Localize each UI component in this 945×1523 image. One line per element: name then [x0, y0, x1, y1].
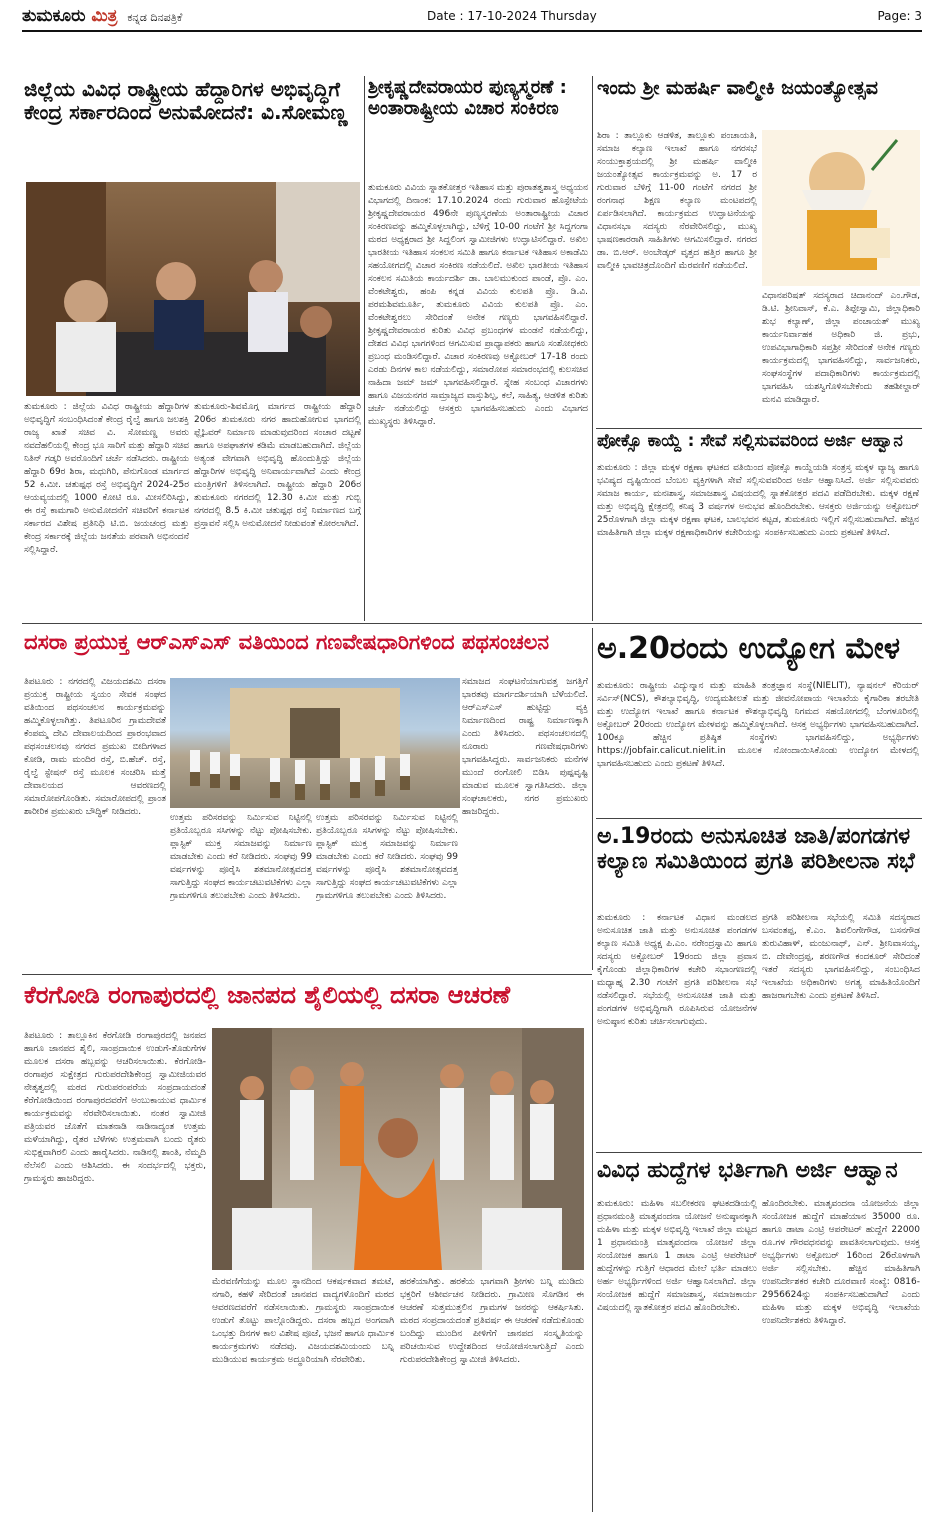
section-divider — [596, 818, 922, 819]
article-body-folk-col1: ತಿಪಟೂರು : ತಾಲ್ಲೂಕಿನ ಕೆರಗೋಡಿ ರಂಗಾಪುರದಲ್ಲಿ ಜನಪದ ಹಾಗೂ ಜಾನಪದ ಶೈಲಿ, ಸಾಂಪ್ರದಾಯಿಕ ಉಡುಗೆ-ತೊಡುಗೆಗಳ ಮೂಲಕ ದಸರಾ ಹಬ್ಬವನ್ನು ಆಚರಿಸಲಾಯಿತು. ಕೆರಗೋಡಿ-ರಂಗಾಪುರ ಸುಕ್ಷೇತ್ರದ ಗುರುಪರದೇಶಿಕೇಂದ್ರ ಸ್ವಾಮೀಜಿಯವರ ನೇತೃತ್ವದಲ್ಲಿ ಮಠದ ಗುರುಪರಂಪರೆಯ ಸಂಪ್ರದಾಯದಂತೆ ಕೆರೆಗೋಡಿಯಿಂದ ರಂಗಾಪುರದವರೆಗೆ ಅಂಬುಕಾಯುವ ಧಾರ್ಮಿಕ ಕಾರ್ಯಕ್ರಮವನ್ನು ನೆರವೇರಿಸಲಾಯಿತು. ನಂತರ ಸ್ವಾಮೀಜಿ ಪತ್ರಿಯವರ ಜೊತೆಗೆ ಮಾತನಾಡಿ ನಾಡಿನಾದ್ಯಂತ ಉತ್ತಮ ಮಳೆಯಾಗಿದ್ದು, ರೈತರ ಬೆಳೆಗಳು ಉತ್ತಮವಾಗಿ ಬಂದು ರೈತರು ಸುಭಿಕ್ಷವಾಗಿರಲಿ ಎಂದು ಹಾರೈಸಿದರು. ನಾಡಿನಲ್ಲಿ ಶಾಂತಿ, ನೆಮ್ಮದಿ ನೆಲೆಸಲಿ ಎಂದು ಆಶಿಸಿದರು. ಈ ಸಂದರ್ಭದಲ್ಲಿ ಭಕ್ತರು, ಗ್ರಾಮಸ್ಥರು ಹಾಜರಿದ್ದರು. — [24, 1031, 206, 1184]
article-body-sc-st-col2: ಪ್ರಗತಿ ಪರಿಶೀಲನಾ ಸಭೆಯಲ್ಲಿ ಸಮಿತಿ ಸದಸ್ಯರಾದ ಬಸವಂತಪ್ಪ, ಕೆ.ಎಂ. ಶಿವಲಿಂಗೇಗೌಡ, ಬಸನಗೌಡ ತುರುವಿಹಾಳ್, ಮಂಜುನಾಥ್, ಎನ್. ಶ್ರೀನಿವಾಸಯ್ಯ, ಬಿ. ದೇವೇಂದ್ರಪ್ಪ, ಶರಣಗೌಡ ಕಂದಕೂರ್ ಸೇರಿದಂತೆ ಇತರೆ ಸದಸ್ಯರು ಭಾಗವಹಿಸಲಿದ್ದು, ಸಂಬಂಧಿಸಿದ ಇಲಾಖೆಯ ಅಧಿಕಾರಿಗಳು ಅಗತ್ಯ ಮಾಹಿತಿಯೊಂದಿಗೆ ಹಾಜರಾಗಬೇಕು ಎಂದು ಪ್ರಕಟಣೆ ತಿಳಿಸಿದೆ. — [762, 913, 920, 1001]
column-divider — [592, 628, 593, 970]
column-divider — [592, 76, 593, 621]
meeting-photo-illustration — [26, 182, 360, 396]
photo-meeting — [26, 182, 360, 396]
masthead — [22, 4, 922, 30]
column-divider — [364, 76, 365, 621]
newspaper-brand — [22, 6, 182, 26]
article-body-highways-col2: ತುಮಕೂರು-ಶಿವಮೊಗ್ಗ ಮಾರ್ಗದ ರಾಷ್ಟ್ರೀಯ ಹೆದ್ದಾರಿ 206ರ ತುಮಕೂರು ನಗರ ಹಾದುಹೋಗುವ ಭಾಗದಲ್ಲಿ ಫ್ಲೈಓವರ್ ನಿರ್ಮಾಣ ಮಾಡುವುದರಿಂದ ಸಂಚಾರ ದಟ್ಟಣೆ ಹಾಗೂ ಅಪಘಾತಗಳ ಕಡಿಮೆ ಮಾಡಬಹುದಾಗಿದೆ. ಜಿಲ್ಲೆಯ ಅತ್ಯಂತ ವೇಗವಾಗಿ ಅಭಿವೃದ್ಧಿ ಹೊಂದುತ್ತಿದ್ದು ಜಿಲ್ಲೆಯ ಹೆದ್ದಾರಿಗಳ ಅಭಿವೃದ್ಧಿ ಅನಿವಾರ್ಯವಾಗಿದೆ ಎಂದು ಕೇಂದ್ರ ಮಂತ್ರಿಗಳಿಗೆ ತಿಳಿಸಲಾಗಿದೆ. ರಾಷ್ಟ್ರೀಯ ಹೆದ್ದಾರಿ 206ರ ತುಮಕೂರು ನಗರದಲ್ಲಿ 12.30 ಕಿ.ಮೀ ಮತ್ತು ಗುಬ್ಬಿ ನಗರದಲ್ಲಿ 8.5 ಕಿ.ಮೀ ಚತುಷ್ಪಥ ರಸ್ತೆ ನಿರ್ಮಾಣದ ಬಗ್ಗೆ ಪ್ರಸ್ತಾವನೆ ಸಲ್ಲಿಸಿ ಅನುಮೋದನೆ ನೀಡುವಂತೆ ಕೋರಲಾಗಿದೆ. — [194, 402, 361, 529]
article-body-job-fair: ತುಮಕೂರು: ರಾಷ್ಟ್ರೀಯ ವಿದ್ಯುನ್ಮಾನ ಮತ್ತು ಮಾಹಿತಿ ತಂತ್ರಜ್ಞಾನ ಸಂಸ್ಥೆ(NIELIT), ನ್ಯಾಷನಲ್ ಕೆರಿಯರ್ ಸರ್ವಿಸ್(NCS), ಕೌಶಲ್ಯಾಭಿವೃದ್ಧಿ, ಉದ್ಯಮಶೀಲತೆ ಮತ್ತು ಜೀವನೋಪಾಯ ಇಲಾಖೆಯ ಕೈಗಾರಿಕಾ ತರಬೇತಿ ಮತ್ತು ಉದ್ಯೋಗ ಇಲಾಖೆ ಹಾಗೂ ಕರ್ನಾಟಕ ಕೌಶಲ್ಯಾಭಿವೃದ್ಧಿ ನಿಗಮದ ಸಹಯೋಗದಲ್ಲಿ ಬೆಂಗಳೂರಿನಲ್ಲಿ ಅಕ್ಟೋಬರ್ 20ರಂದು ಉದ್ಯೋಗ ಮೇಳವನ್ನು ಹಮ್ಮಿಕೊಳ್ಳಲಾಗಿದೆ. ಆಸಕ್ತ ಅಭ್ಯರ್ಥಿಗಳು ಭಾಗವಹಿಸಬಹುದಾಗಿದೆ. 100ಕ್ಕೂ ಹೆಚ್ಚಿನ ಪ್ರತಿಷ್ಠಿತ ಸಂಸ್ಥೆಗಳು ಭಾಗವಹಿಸಲಿದ್ದು, ಅಭ್ಯರ್ಥಿಗಳು https://jobfair.calicut.nielit.in ಮೂಲಕ ನೋಂದಾಯಿಸಿಕೊಂಡು ಉದ್ಯೋಗ ಮೇಳದಲ್ಲಿ ಭಾಗವಹಿಸಬಹುದು ಎಂದು ಪ್ರಕಟಣೆ ತಿಳಿಸಿದೆ. — [597, 681, 919, 769]
masthead-rule — [22, 30, 922, 32]
swamiji-group-photo-illustration — [212, 1028, 584, 1270]
page-number: Page: 3 — [877, 9, 922, 23]
article-body-pocso: ತುಮಕೂರು : ಜಿಲ್ಲಾ ಮಕ್ಕಳ ರಕ್ಷಣಾ ಘಟಕದ ವತಿಯಿಂದ ಪೋಕ್ಸೊ ಕಾಯ್ದೆಯಡಿ ಸಂತ್ರಸ್ತ ಮಕ್ಕಳ ವ್ಯಾಜ್ಯ ಹಾಗೂ ಭವಿಷ್ಯದ ದೃಷ್ಟಿಯಿಂದ ಬೆಂಬಲ ವ್ಯಕ್ತಿಗಳಾಗಿ ಸೇವೆ ಸಲ್ಲಿಸುವವರಿಂದ ಅರ್ಜಿ ಆಹ್ವಾನಿಸಿದೆ. ಅರ್ಜಿ ಸಲ್ಲಿಸುವವರು ಸಮಾಜ ಕಾರ್ಯ, ಮನಃಶಾಸ್ತ್ರ, ಸಮಾಜಶಾಸ್ತ್ರ ವಿಷಯದಲ್ಲಿ ಸ್ನಾತಕೋತ್ತರ ಪದವಿ ಪಡೆದಿರಬೇಕು. ಮಕ್ಕಳ ರಕ್ಷಣೆ ಮತ್ತು ಅಭಿವೃದ್ಧಿ ಕ್ಷೇತ್ರದಲ್ಲಿ ಕನಿಷ್ಠ 3 ವರ್ಷಗಳ ಅನುಭವ ಹೊಂದಿರಬೇಕು. ಆಸಕ್ತರು ಅರ್ಜಿಯನ್ನು ಅಕ್ಟೋಬರ್ 25ರೊಳಗಾಗಿ ಜಿಲ್ಲಾ ಮಕ್ಕಳ ರಕ್ಷಣಾ ಘಟಕ, ಬಾಲಭವನ ಕಟ್ಟಡ, ತುಮಕೂರು ಇಲ್ಲಿಗೆ ಸಲ್ಲಿಸಬಹುದಾಗಿದೆ. ಹೆಚ್ಚಿನ ಮಾಹಿತಿಗಾಗಿ ಜಿಲ್ಲಾ ಮಕ್ಕಳ ರಕ್ಷಣಾಧಿಕಾರಿಗಳ ಕಚೇರಿಯನ್ನು ಸಂಪರ್ಕಿಸಬಹುದು ಎಂದು ಪ್ರಕಟಣೆ ತಿಳಿಸಿದೆ. — [597, 463, 919, 538]
article-headline-sc-st-meeting: ಅ.19ರಂದು ಅನುಸೂಚಿತ ಜಾತಿ/ಪಂಗಡಗಳ ಕಲ್ಯಾಣ ಸಮಿತಿಯಿಂದ ಪ್ರಗತಿ ಪರಿಶೀಲನಾ ಸಭೆ — [597, 824, 915, 875]
article-headline-job-fair: ಅ.20ರಂದು ಉದ್ಯೋಗ ಮೇಳ — [597, 632, 901, 666]
article-body-rss-col1: ತಿಪಟೂರು : ನಗರದಲ್ಲಿ ವಿಜಯದಶಮಿ ದಸರಾ ಪ್ರಯುಕ್ತ ರಾಷ್ಟ್ರೀಯ ಸ್ವಯಂ ಸೇವಕ ಸಂಘದ ವತಿಯಿಂದ ಪಥಸಂಚಲನ ಕಾರ್ಯಕ್ರಮವನ್ನು ಹಮ್ಮಿಕೊಳ್ಳಲಾಗಿತ್ತು. ತಿಪಟೂರಿನ ಗ್ರಾಮದೇವತೆ ಕೆಂಪಮ್ಮ ದೇವಿ ದೇವಾಲಯದಿಂದ ಪ್ರಾರಂಭವಾದ ಪಥಸಂಚಲನವು ನಗರದ ಪ್ರಮುಖ ಬೀದಿಗಳಾದ ಕೋಡಿ, ರಾಮ ಮಂದಿರ ರಸ್ತೆ, ಬಿ.ಹೆಚ್. ರಸ್ತೆ, ರೈಲ್ವೆ ಸ್ಟೇಷನ್ ರಸ್ತೆ ಮೂಲಕ ಸಂಚರಿಸಿ ಮತ್ತೆ ದೇವಾಲಯದ ಆವರಣದಲ್ಲಿ ಸಮಾರೋಪಗೊಂಡಿತು. ಸಮಾರೋಪದಲ್ಲಿ ಪ್ರಾಂತ ಶಾರೀರಿಕ ಪ್ರಮುಖರು ಬೌದ್ಧಿಕ್ ನೀಡಿದರು. — [24, 677, 166, 817]
march-photo-illustration — [170, 678, 460, 808]
valmiki-portrait — [762, 130, 920, 286]
photo-folk-dasara — [212, 1028, 584, 1270]
article-body-rss-col2b: ಉತ್ತಮ ಪರಿಸರವನ್ನು ನಿರ್ಮಿಸುವ ನಿಟ್ಟಿನಲ್ಲಿ ಪ್ರತಿಯೊಬ್ಬರೂ ಸಸಿಗಳನ್ನು ನೆಟ್ಟು ಪೋಷಿಸಬೇಕು. ಪ್ಲಾಸ್ಟಿಕ್ ಮುಕ್ತ ಸಮಾಜವನ್ನು ನಿರ್ಮಾಣ ಮಾಡಬೇಕು ಎಂದು ಕರೆ ನೀಡಿದರು. ಸಂಘವು 99 ವರ್ಷಗಳನ್ನು ಪೂರೈಸಿ ಶತಮಾನೋತ್ಸವದತ್ತ ಸಾಗುತ್ತಿದ್ದು ಸಂಘದ ಕಾರ್ಯಚಟುವಟಿಕೆಗಳು ಎಲ್ಲಾ ಗ್ರಾಮಗಳಿಗೂ ತಲುಪಬೇಕು ಎಂದು ತಿಳಿಸಿದರು. — [316, 813, 458, 901]
article-headline-highways: ಜಿಲ್ಲೆಯ ವಿವಿಧ ರಾಷ್ಟ್ರೀಯ ಹೆದ್ದಾರಿಗಳ ಅಭಿವೃದ್ಧಿಗೆ ಕೇಂದ್ರ ಸರ್ಕಾರದಿಂದ ಅನುಮೋದನೆ: ವಿ.ಸೋಮಣ್ಣ — [24, 78, 348, 124]
article-headline-recruitment: ವಿವಿಧ ಹುದ್ದೆಗಳ ಭರ್ತಿಗಾಗಿ ಅರ್ಜಿ ಆಹ್ವಾನ — [597, 1158, 898, 1183]
brand-tagline: ಕನ್ನಡ ದಿನಪತ್ರಿಕೆ — [127, 11, 183, 24]
section-divider — [596, 428, 922, 429]
column-divider — [592, 980, 593, 1512]
article-body-rss-col3: ಸಮಾಜದ ಸಂಘಟನೆಯಾಗುವತ್ತ ಜಗತ್ತಿಗೆ ಭಾರತವು ಮಾರ್ಗದರ್ಶಿಯಾಗಿ ಬೆಳೆಯಲಿದೆ. ಆರ್‌ಎಸ್‌ಎಸ್ ಹುಟ್ಟಿದ್ದು ವ್ಯಕ್ತಿ ನಿರ್ಮಾಣದಿಂದ ರಾಷ್ಟ್ರ ನಿರ್ಮಾಣಕ್ಕಾಗಿ ಎಂದು ತಿಳಿಸಿದರು. ಪಥಸಂಚಲನದಲ್ಲಿ ನೂರಾರು ಗಣವೇಷಧಾರಿಗಳು ಭಾಗವಹಿಸಿದ್ದರು. ಸಾರ್ವಜನಿಕರು ಮನೆಗಳ ಮುಂದೆ ರಂಗೋಲಿ ಬಿಡಿಸಿ ಪುಷ್ಪವೃಷ್ಟಿ ಮಾಡುವ ಮೂಲಕ ಸ್ವಾಗತಿಸಿದರು. ಜಿಲ್ಲಾ ಸಂಘಚಾಲಕರು, ನಗರ ಪ್ರಮುಖರು ಹಾಜರಿದ್ದರು. — [462, 677, 588, 817]
article-body-recruitment-col2: ಹೊಂದಿರಬೇಕು. ಮಾತೃವಂದನಾ ಯೋಜನೆಯ ಜಿಲ್ಲಾ ಸಂಯೋಜಕ ಹುದ್ದೆಗೆ ಮಾಹೆಯಾನ 35000 ರೂ. ಹಾಗೂ ಡಾಟಾ ಎಂಟ್ರಿ ಆಪರೇಟರ್ ಹುದ್ದೆಗೆ 22000 ರೂ.ಗಳ ಗೌರವಧನವನ್ನು ಪಾವತಿಸಲಾಗುವುದು. ಆಸಕ್ತ ಅಭ್ಯರ್ಥಿಗಳು ಅಕ್ಟೋಬರ್ 16ರಿಂದ 26ರೊಳಗಾಗಿ ಅರ್ಜಿ ಸಲ್ಲಿಸಬೇಕು. ಹೆಚ್ಚಿನ ಮಾಹಿತಿಗಾಗಿ ಉಪನಿರ್ದೇಶಕರ ಕಚೇರಿ ದೂರವಾಣಿ ಸಂಖ್ಯೆ: 0816-2956624ನ್ನು ಸಂಪರ್ಕಿಸಬಹುದಾಗಿದೆ ಎಂದು ಮಹಿಳಾ ಮತ್ತು ಮಕ್ಕಳ ಅಭಿವೃದ್ಧಿ ಇಲಾಖೆಯ ಉಪನಿರ್ದೇಶಕರು ತಿಳಿಸಿದ್ದಾರೆ. — [762, 1199, 920, 1326]
section-divider — [596, 1152, 922, 1153]
article-body-rss-col2: ಉತ್ತಮ ಪರಿಸರವನ್ನು ನಿರ್ಮಿಸುವ ನಿಟ್ಟಿನಲ್ಲಿ ಪ್ರತಿಯೊಬ್ಬರೂ ಸಸಿಗಳನ್ನು ನೆಟ್ಟು ಪೋಷಿಸಬೇಕು. ಪ್ಲಾಸ್ಟಿಕ್ ಮುಕ್ತ ಸಮಾಜವನ್ನು ನಿರ್ಮಾಣ ಮಾಡಬೇಕು ಎಂದು ಕರೆ ನೀಡಿದರು. ಸಂಘವು 99 ವರ್ಷಗಳನ್ನು ಪೂರೈಸಿ ಶತಮಾನೋತ್ಸವದತ್ತ ಸಾಗುತ್ತಿದ್ದು ಸಂಘದ ಕಾರ್ಯಚಟುವಟಿಕೆಗಳು ಎಲ್ಲಾ ಗ್ರಾಮಗಳಿಗೂ ತಲುಪಬೇಕು ಎಂದು ತಿಳಿಸಿದರು. — [170, 813, 312, 901]
article-body-folk-col3: ಹರಕೆಯಾಗಿತ್ತು. ಹರಕೆಯ ಭಾಗವಾಗಿ ಶ್ರೀಗಳು ಬನ್ನಿ ಮುಡಿದು ಭಕ್ತರಿಗೆ ಆಶೀರ್ವಚನ ನೀಡಿದರು. ಗ್ರಾಮೀಣ ಸೊಗಡಿನ ಈ ಆಚರಣೆ ಸುತ್ತಮುತ್ತಲಿನ ಗ್ರಾಮಗಳ ಜನರನ್ನು ಆಕರ್ಷಿಸಿತು. ಮಠದ ಸಂಪ್ರದಾಯದಂತೆ ಪ್ರತಿವರ್ಷ ಈ ಆಚರಣೆ ನಡೆದುಕೊಂಡು ಬಂದಿದ್ದು ಮುಂದಿನ ಪೀಳಿಗೆಗೆ ಜಾನಪದ ಸಂಸ್ಕೃತಿಯನ್ನು ಪರಿಚಯಿಸುವ ಉದ್ದೇಶದಿಂದ ಆಯೋಜಿಸಲಾಗುತ್ತಿದೆ ಎಂದು ಗುರುಪರದೇಶಿಕೇಂದ್ರ ಸ್ವಾಮೀಜಿ ತಿಳಿಸಿದರು. — [400, 1277, 584, 1365]
brand-name-tumakuru: ತುಮಕೂರು — [22, 6, 86, 26]
photo-rss-march — [170, 678, 460, 808]
section-divider — [22, 974, 592, 975]
article-headline-krishnadevaraya: ಶ್ರೀಕೃಷ್ಣದೇವರಾಯರ ಪುಣ್ಯಸ್ಮರಣೆ : ಅಂತಾರಾಷ್ಟ್ರೀಯ ವಿಚಾರ ಸಂಕಿರಣ — [368, 78, 567, 119]
article-headline-folk-dasara: ಕೆರಗೋಡಿ ರಂಗಾಪುರದಲ್ಲಿ ಜಾನಪದ ಶೈಲಿಯಲ್ಲಿ ದಸರಾ ಆಚರಣೆ — [24, 982, 511, 1009]
section-divider — [22, 623, 922, 624]
article-headline-rss-march: ದಸರಾ ಪ್ರಯುಕ್ತ ಆರ್‌ಎಸ್‌ಎಸ್ ವತಿಯಿಂದ ಗಣವೇಷಧಾರಿಗಳಿಂದ ಪಥಸಂಚಲನ — [24, 630, 550, 654]
article-body-sc-st-col1: ತುಮಕೂರು : ಕರ್ನಾಟಕ ವಿಧಾನ ಮಂಡಲದ ಅನುಸೂಚಿತ ಜಾತಿ ಮತ್ತು ಅನುಸೂಚಿತ ಪಂಗಡಗಳ ಕಲ್ಯಾಣ ಸಮಿತಿ ಅಧ್ಯಕ್ಷ ಪಿ.ಎಂ. ನರೇಂದ್ರಸ್ವಾಮಿ ಹಾಗೂ ಸದಸ್ಯರು ಅಕ್ಟೋಬರ್ 19ರಂದು ಜಿಲ್ಲಾ ಪ್ರವಾಸ ಕೈಗೊಂಡು ಜಿಲ್ಲಾಧಿಕಾರಿಗಳ ಕಚೇರಿ ಸಭಾಂಗಣದಲ್ಲಿ ಮಧ್ಯಾಹ್ನ 2.30 ಗಂಟೆಗೆ ಪ್ರಗತಿ ಪರಿಶೀಲನಾ ಸಭೆ ನಡೆಸಲಿದ್ದಾರೆ. ಸಭೆಯಲ್ಲಿ ಅನುಸೂಚಿತ ಜಾತಿ ಮತ್ತು ಪಂಗಡಗಳ ಅಭಿವೃದ್ಧಿಗಾಗಿ ರೂಪಿಸಿರುವ ಯೋಜನೆಗಳ ಅನುಷ್ಠಾನ ಕುರಿತು ಚರ್ಚಿಸಲಾಗುವುದು. — [597, 913, 757, 1027]
article-body-highways-col1: ತುಮಕೂರು : ಜಿಲ್ಲೆಯ ವಿವಿಧ ರಾಷ್ಟ್ರೀಯ ಹೆದ್ದಾರಿಗಳ ಅಭಿವೃದ್ಧಿಗೆ ಸಂಬಂಧಿಸಿದಂತೆ ಕೇಂದ್ರ ರೈಲ್ವೆ ಹಾಗೂ ಜಲಶಕ್ತಿ ರಾಜ್ಯ ಖಾತೆ ಸಚಿವ ವಿ. ಸೋಮಣ್ಣ ಅವರು ನವದೆಹಲಿಯಲ್ಲಿ ಕೇಂದ್ರ ಭೂ ಸಾರಿಗೆ ಮತ್ತು ಹೆದ್ದಾರಿ ಸಚಿವ ನಿತಿನ್ ಗಡ್ಕರಿ ಅವರೊಂದಿಗೆ ಚರ್ಚೆ ನಡೆಸಿದರು. ರಾಷ್ಟ್ರೀಯ ಹೆದ್ದಾರಿ 69ರ ಶಿರಾ, ಮಧುಗಿರಿ, ಪೆನುಗೊಂಡ ಮಾರ್ಗದ 52 ಕಿ.ಮೀ. ಚತುಷ್ಪಥ ರಸ್ತೆ ಅಭಿವೃದ್ಧಿಗೆ 2024-25ರ ಆಯವ್ಯಯದಲ್ಲಿ 1000 ಕೋಟಿ ರೂ. ಮೀಸಲಿರಿಸಿದ್ದು, ಈ ರಸ್ತೆ ಕಾಮಗಾರಿ ಅನುಮೋದನೆಗೆ ಸಚಿವರಿಗೆ ಕರ್ನಾಟಕ ಸರ್ಕಾರದ ವಿಶೇಷ ಪ್ರತಿನಿಧಿ ಟಿ.ಬಿ. ಜಯಚಂದ್ರ ಮತ್ತು ಕೇಂದ್ರ ಸರ್ಕಾರಕ್ಕೆ ಜಿಲ್ಲೆಯ ಜನತೆಯ ಪರವಾಗಿ ಅಭಿನಂದನೆ ಸಲ್ಲಿಸಿದ್ದಾರೆ. — [24, 402, 189, 555]
article-body-krishnadevaraya: ತುಮಕೂರು ವಿವಿಯ ಸ್ನಾತಕೋತ್ತರ ಇತಿಹಾಸ ಮತ್ತು ಪುರಾತತ್ವಶಾಸ್ತ್ರ ಅಧ್ಯಯನ ವಿಭಾಗದಲ್ಲಿ ದಿನಾಂಕ: 17.10.2024 ರಂದು ಗುರುವಾರ ಹೊಸ್ಪೇಟೆಯ ಶ್ರೀಕೃಷ್ಣದೇವರಾಯರ 496ನೇ ಪುಣ್ಯಸ್ಮರಣೆಯ ಅಂತಾರಾಷ್ಟ್ರೀಯ ವಿಚಾರ ಸಂಕಿರಣವನ್ನು ಹಮ್ಮಿಕೊಳ್ಳಲಾಗಿದ್ದು, ಬೆಳಿಗ್ಗೆ 10-00 ಗಂಟೆಗೆ ಶ್ರೀ ಸಿದ್ದಗಂಗಾ ಮಠದ ಅಧ್ಯಕ್ಷರಾದ ಶ್ರೀ ಸಿದ್ದಲಿಂಗ ಸ್ವಾಮೀಜಿಗಳು ಉದ್ಘಾಟಿಸಲಿದ್ದಾರೆ. ಅಖಿಲ ಭಾರತೀಯ ಇತಿಹಾಸ ಸಂಕಲನ ಸಮಿತಿ ಹಾಗೂ ಕರ್ನಾಟಕ ಇತಿಹಾಸ ಅಕಾಡೆಮಿ ಸಹಯೋಗದಲ್ಲಿ ವಿಚಾರ ಸಂಕಿರಣ ನಡೆಯಲಿದೆ. ಅಖಿಲ ಭಾರತೀಯ ಇತಿಹಾಸ ಸಂಕಲನ ಸಮಿತಿಯ ಕಾರ್ಯದರ್ಶಿ ಡಾ. ಬಾಲಮುಕುಂದ ಪಾಂಡೆ, ಪ್ರೊ. ಎಂ. ವೆಂಕಟೇಶ್ವರು, ಹಂಪಿ ಕನ್ನಡ ವಿವಿಯ ಕುಲಪತಿ ಪ್ರೊ. ಡಿ.ವಿ. ಪರಮಶಿವಮೂರ್ತಿ, ತುಮಕೂರು ವಿವಿಯ ಕುಲಪತಿ ಪ್ರೊ. ಎಂ. ವೆಂಕಟೇಶ್ವರಲು ಸೇರಿದಂತೆ ಅನೇಕ ಗಣ್ಯರು ಭಾಗವಹಿಸಲಿದ್ದಾರೆ. ಶ್ರೀಕೃಷ್ಣದೇವರಾಯರ ಕುರಿತು ವಿವಿಧ ಪ್ರಬಂಧಗಳ ಮಂಡನೆ ನಡೆಯಲಿದ್ದು, ದೇಶದ ವಿವಿಧ ಭಾಗಗಳಿಂದ ಆಗಮಿಸುವ ಪ್ರಾಧ್ಯಾಪಕರು ಹಾಗೂ ಸಂಶೋಧಕರು ಪ್ರಬಂಧ ಮಂಡಿಸಲಿದ್ದಾರೆ. ವಿಚಾರ ಸಂಕಿರಣವು ಅಕ್ಟೋಬರ್ 17-18 ರಂದು ಎರಡು ದಿನಗಳ ಕಾಲ ನಡೆಯಲಿದ್ದು, ಸಮಾರೋಪ ಸಮಾರಂಭದಲ್ಲಿ ಕುಲಸಚಿವ ನಾಹಿದಾ ಜಮ್ ಜಮ್ ಭಾಗವಹಿಸಲಿದ್ದಾರೆ. ಸ್ನೇಹ ಸಂಬಂಧ ವಿಚಾರಗಳು ಹಾಗೂ ವಿಜಯನಗರ ಸಾಮ್ರಾಜ್ಯದ ವಾಸ್ತುಶಿಲ್ಪ, ಕಲೆ, ಸಾಹಿತ್ಯ, ಆಡಳಿತ ಕುರಿತು ಚರ್ಚೆ ನಡೆಯಲಿದ್ದು ಆಸಕ್ತರು ಭಾಗವಹಿಸಬಹುದು ಎಂದು ವಿಭಾಗದ ಮುಖ್ಯಸ್ಥರು ತಿಳಿಸಿದ್ದಾರೆ. — [368, 183, 588, 427]
article-body-folk-col2: ಮೆರವಣಿಗೆಯನ್ನು ಮೂಲ ಸ್ಥಾನದಿಂದ ಆಕರ್ಷಕವಾದ ತಮಟೆ, ನಗಾರಿ, ಕಹಳೆ ಸೇರಿದಂತೆ ಜಾನಪದ ವಾದ್ಯಗಳೊಂದಿಗೆ ಮಠದ ಆವರಣದವರೆಗೆ ನಡೆಸಲಾಯಿತು. ಗ್ರಾಮಸ್ಥರು ಸಾಂಪ್ರದಾಯಿಕ ಉಡುಗೆ ತೊಟ್ಟು ಪಾಲ್ಗೊಂಡಿದ್ದರು. ದಸರಾ ಹಬ್ಬದ ಅಂಗವಾಗಿ ಒಂಭತ್ತು ದಿನಗಳ ಕಾಲ ವಿಶೇಷ ಪೂಜೆ, ಭಜನೆ ಹಾಗೂ ಧಾರ್ಮಿಕ ಕಾರ್ಯಕ್ರಮಗಳು ನಡೆದವು. ವಿಜಯದಶಮಿಯಂದು ಬನ್ನಿ ಮುಡಿಯುವ ಕಾರ್ಯಕ್ರಮ ಅದ್ಧೂರಿಯಾಗಿ ನೆರವೇರಿತು. — [212, 1277, 394, 1365]
article-body-valmiki-bottom: ವಿಧಾನಪರಿಷತ್ ಸದಸ್ಯರಾದ ಚಿದಾನಂದ್ ಎಂ.ಗೌಡ, ಡಿ.ಟಿ. ಶ್ರೀನಿವಾಸ್, ಕೆ.ಎ. ತಿಪ್ಪೇಸ್ವಾಮಿ, ಜಿಲ್ಲಾಧಿಕಾರಿ ಶುಭ ಕಲ್ಯಾಣ್, ಜಿಲ್ಲಾ ಪಂಚಾಯತ್ ಮುಖ್ಯ ಕಾರ್ಯನಿರ್ವಾಹಕ ಅಧಿಕಾರಿ ಜಿ. ಪ್ರಭು, ಉಪವಿಭಾಗಾಧಿಕಾರಿ ಸಪ್ತಶ್ರೀ ಸೇರಿದಂತೆ ಅನೇಕ ಗಣ್ಯರು ಕಾರ್ಯಕ್ರಮದಲ್ಲಿ ಭಾಗವಹಿಸಲಿದ್ದು, ಸಾರ್ವಜನಿಕರು, ಸಂಘಸಂಸ್ಥೆಗಳ ಪದಾಧಿಕಾರಿಗಳು ಕಾರ್ಯಕ್ರಮದಲ್ಲಿ ಭಾಗವಹಿಸಿ ಯಶಸ್ವಿಗೊಳಿಸಬೇಕೆಂದು ತಹಶೀಲ್ದಾರ್ ಮನವಿ ಮಾಡಿದ್ದಾರೆ. — [762, 291, 920, 405]
article-body-recruitment-col1: ತುಮಕೂರು: ಮಹಿಳಾ ಸಬಲೀಕರಣ ಘಟಕದಡಿಯಲ್ಲಿ ಪ್ರಧಾನಮಂತ್ರಿ ಮಾತೃವಂದನಾ ಯೋಜನೆ ಅನುಷ್ಠಾನಕ್ಕಾಗಿ ಮಹಿಳಾ ಮತ್ತು ಮಕ್ಕಳ ಅಭಿವೃದ್ಧಿ ಇಲಾಖೆ ಜಿಲ್ಲಾ ಮಟ್ಟದ 1 ಪ್ರಧಾನಮಂತ್ರಿ ಮಾತೃವಂದನಾ ಯೋಜನೆ ಜಿಲ್ಲಾ ಸಂಯೋಜಕ ಹಾಗೂ 1 ಡಾಟಾ ಎಂಟ್ರಿ ಆಪರೇಟರ್ ಹುದ್ದೆಗಳನ್ನು ಗುತ್ತಿಗೆ ಆಧಾರದ ಮೇಲೆ ಭರ್ತಿ ಮಾಡಲು ಅರ್ಹ ಅಭ್ಯರ್ಥಿಗಳಿಂದ ಅರ್ಜಿ ಆಹ್ವಾನಿಸಲಾಗಿದೆ. ಜಿಲ್ಲಾ ಸಂಯೋಜಕ ಹುದ್ದೆಗೆ ಸಮಾಜಶಾಸ್ತ್ರ, ಸಮಾಜಕಾರ್ಯ ವಿಷಯದಲ್ಲಿ ಸ್ನಾತಕೋತ್ತರ ಪದವಿ ಹೊಂದಿರಬೇಕು. — [597, 1199, 757, 1313]
brand-name-mitra: ಮಿತ್ರ — [91, 6, 118, 26]
article-headline-valmiki: ಇಂದು ಶ್ರೀ ಮಹರ್ಷಿ ವಾಲ್ಮೀಕಿ ಜಯಂತ್ಯೋತ್ಸವ — [597, 78, 878, 99]
issue-date: Date : 17-10-2024 Thursday — [427, 9, 597, 23]
sage-illustration — [762, 130, 920, 286]
article-headline-pocso: ಪೋಕ್ಸೊ ಕಾಯ್ದೆ : ಸೇವೆ ಸಲ್ಲಿಸುವವರಿಂದ ಅರ್ಜಿ ಆಹ್ವಾನ — [597, 432, 903, 451]
article-body-valmiki-top: ಶಿರಾ : ತಾಲ್ಲೂಕು ಆಡಳಿತ, ತಾಲ್ಲೂಕು ಪಂಚಾಯತಿ, ಸಮಾಜ ಕಲ್ಯಾಣ ಇಲಾಖೆ ಹಾಗೂ ನಗರಸಭೆ ಸಂಯುಕ್ತಾಶ್ರಯದಲ್ಲಿ ಶ್ರೀ ಮಹರ್ಷಿ ವಾಲ್ಮೀಕಿ ಜಯಂತ್ಯೋತ್ಸವ ಕಾರ್ಯಕ್ರಮವನ್ನು ಅ. 17 ರ ಗುರುವಾರ ಬೆಳಿಗ್ಗೆ 11-00 ಗಂಟೆಗೆ ನಗರದ ಶ್ರೀ ರಂಗನಾಥ ಶಿಕ್ಷಣ ಕಲ್ಯಾಣ ಮಂಟಪದಲ್ಲಿ ಏರ್ಪಡಿಸಲಾಗಿದೆ. ಕಾರ್ಯಕ್ರಮದ ಉದ್ಘಾಟನೆಯನ್ನು ವಿಧಾನಸಭಾ ಸದಸ್ಯರು ನೆರವೇರಿಸಲಿದ್ದು, ಮುಖ್ಯ ಭಾಷಣಕಾರರಾಗಿ ಸಾಹಿತಿಗಳು ಆಗಮಿಸಲಿದ್ದಾರೆ. ನಗರದ ಡಾ. ಬಿ.ಆರ್. ಅಂಬೇಡ್ಕರ್ ವೃತ್ತದ ಹತ್ತಿರ ಹಾಗೂ ಶ್ರೀ ವಾಲ್ಮೀಕಿ ಭಾವಚಿತ್ರದೊಂದಿಗೆ ಮೆರವಣಿಗೆ ನಡೆಯಲಿದೆ. — [597, 131, 757, 271]
